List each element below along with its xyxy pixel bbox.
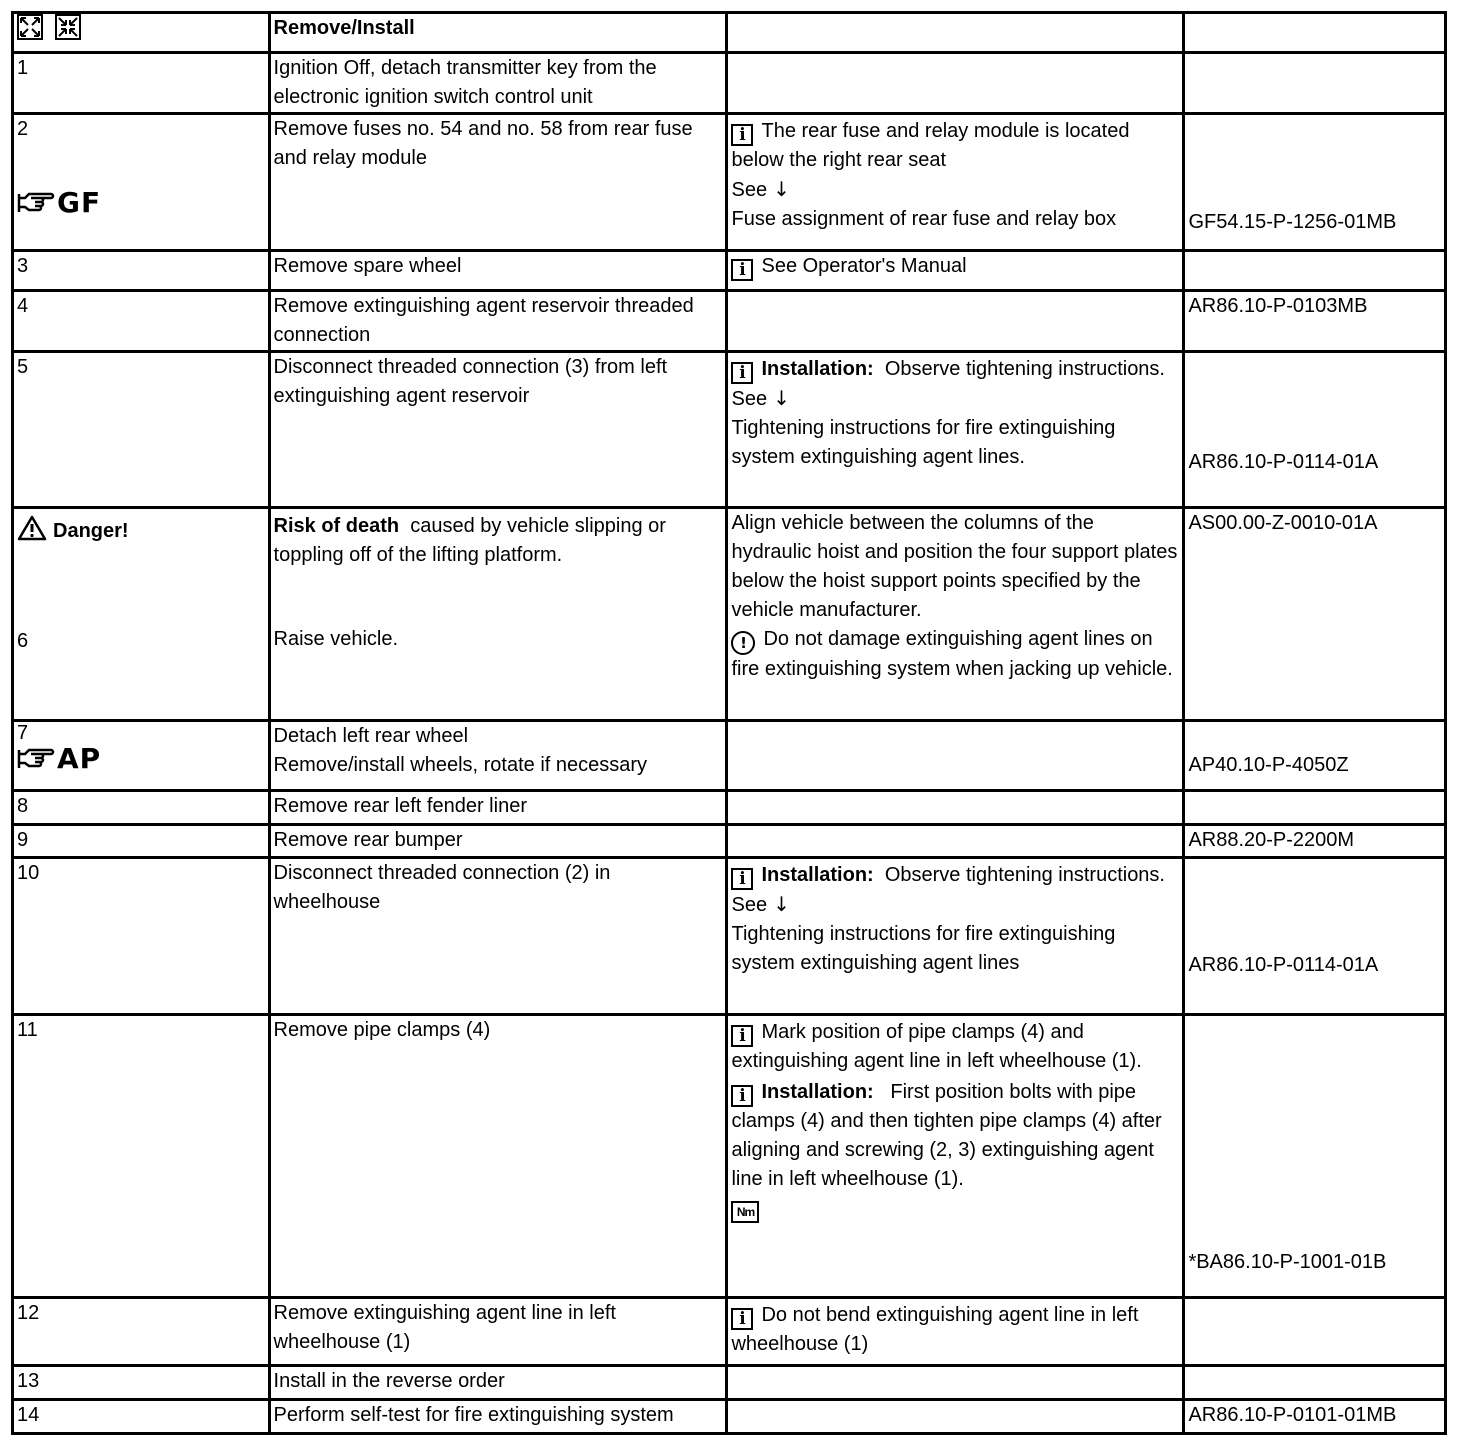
header-empty-3 — [727, 13, 1184, 53]
notice-icon: ! — [731, 631, 755, 655]
doc-reference-link[interactable]: AR86.10-P-0114-01A — [1188, 954, 1379, 977]
note-text: Mark position of pipe clamps (4) and extinguishing agent line in left wheelhouse (1). — [731, 1020, 1142, 1072]
doc-reference-link[interactable]: AR86.10-P-0114-01A — [1188, 450, 1379, 473]
step-text: Disconnect threaded connection (3) from left extinguishing agent reservoir — [269, 351, 727, 507]
step-row-3 — [13, 250, 1446, 290]
header-empty-4 — [1184, 13, 1446, 53]
down-arrow-icon: ↓ — [773, 385, 790, 410]
step-row-5 — [13, 351, 1446, 507]
tightening-instructions-link[interactable]: Tightening instructions for fire extinguishing system extinguishing agent lines. — [731, 416, 1116, 468]
see-label: See — [731, 387, 768, 410]
step-row-13 — [13, 1365, 1446, 1399]
note-cell — [727, 858, 1184, 1014]
note-cell — [727, 250, 1184, 290]
doc-cell — [1184, 858, 1446, 1014]
warning-triangle-icon — [17, 515, 47, 541]
step-row-4 — [13, 290, 1446, 351]
note-cell — [727, 1399, 1184, 1433]
step-text: Remove rear left fender liner — [269, 791, 727, 825]
info-icon: i — [731, 1085, 753, 1107]
note-text: The rear fuse and relay module is located below the right rear seat — [731, 120, 1130, 172]
step-number: 10 — [13, 858, 270, 1014]
danger-text-cell — [269, 508, 727, 721]
note-cell — [727, 720, 1184, 790]
step-text: Disconnect threaded connection (2) in wheelhouse — [269, 858, 727, 1014]
header-icons-cell — [13, 13, 270, 53]
fuse-assignment-link[interactable]: Fuse assignment of rear fuse and relay box — [731, 208, 1117, 231]
info-icon: i — [731, 1025, 753, 1047]
danger-title: Risk of death — [273, 515, 400, 538]
doc-cell — [1184, 114, 1446, 250]
step-number: 14 — [13, 1399, 270, 1433]
note-cell — [727, 791, 1184, 825]
step-number: 5 — [13, 351, 270, 507]
collapse-view-icon[interactable] — [55, 14, 81, 40]
step-number-cell — [13, 720, 270, 790]
step-text: Remove pipe clamps (4) — [269, 1014, 727, 1297]
step-number: 2 — [17, 118, 29, 141]
doc-reference-link[interactable]: AP40.10-P-4050Z — [1188, 753, 1349, 776]
tightening-instructions-link[interactable]: Tightening instructions for fire extinguishing system extinguishing agent lines — [731, 923, 1116, 975]
doc-reference-link[interactable]: AS00.00-Z-0010-01A — [1184, 508, 1446, 721]
gf-reference-label: GF — [57, 186, 102, 220]
installation-label: Installation: — [761, 1080, 874, 1103]
note-text: Observe tightening instructions. — [884, 357, 1165, 380]
doc-reference-link[interactable]: AR86.10-P-0103MB — [1184, 290, 1446, 351]
procedure-table — [11, 11, 1447, 1435]
step-row-11 — [13, 1014, 1446, 1297]
step-text: Remove extinguishing agent reservoir threaded connection — [269, 290, 727, 351]
step-number: 6 — [17, 630, 29, 653]
torque-icon[interactable]: Nm — [731, 1201, 759, 1223]
doc-cell — [1184, 250, 1446, 290]
doc-cell — [1184, 1365, 1446, 1399]
step-text: Detach left rear wheel — [273, 724, 469, 747]
note-text: First position bolts with pipe clamps (4) and then tighten pipe clamps (4) after aligning and screwing (2, 3) extinguishing agent line in left wheelhouse (1). — [731, 1080, 1162, 1190]
pointing-hand-icon — [17, 190, 57, 216]
doc-reference-link[interactable]: AR86.10-P-0101-01MB — [1184, 1399, 1446, 1433]
doc-reference-link[interactable]: GF54.15-P-1256-01MB — [1188, 211, 1397, 234]
step-row-2 — [13, 114, 1446, 250]
down-arrow-icon: ↓ — [773, 177, 790, 202]
step-text: Perform self-test for fire extinguishing system — [269, 1399, 727, 1433]
doc-cell — [1184, 351, 1446, 507]
note-cell — [727, 825, 1184, 858]
down-arrow-icon: ↓ — [773, 892, 790, 917]
step-row-1 — [13, 53, 1446, 114]
step-number: 4 — [13, 290, 270, 351]
ap-reference[interactable] — [17, 741, 265, 777]
installation-label: Installation: — [761, 864, 874, 887]
step-number-cell — [13, 114, 270, 250]
step-text: Remove extinguishing agent line in left wheelhouse (1) — [269, 1297, 727, 1365]
step-text: Raise vehicle. — [273, 628, 399, 651]
step-number: 1 — [13, 53, 270, 114]
note-cell — [727, 114, 1184, 250]
note-cell — [727, 1365, 1184, 1399]
info-icon: i — [731, 124, 753, 146]
note-text: Do not bend extinguishing agent line in left wheelhouse (1) — [731, 1303, 1139, 1355]
note-text: Observe tightening instructions. — [884, 864, 1165, 887]
step-text: Ignition Off, detach transmitter key from the electronic ignition switch control unit — [269, 53, 727, 114]
note-text: See Operator's Manual — [761, 254, 967, 277]
danger-step-row-6 — [13, 508, 1446, 721]
step-number: 11 — [13, 1014, 270, 1297]
step-number: 3 — [13, 250, 270, 290]
danger-measure-text: Align vehicle between the columns of the hydraulic hoist and position the four support plates below the hoist support points specified by the vehicle manufacturer. — [731, 512, 1178, 622]
note-cell — [727, 53, 1184, 114]
ap-reference-label: AP — [57, 741, 102, 775]
expand-view-icon[interactable] — [17, 14, 43, 40]
info-icon: i — [731, 868, 753, 890]
note-text: Do not damage extinguishing agent lines on fire extinguishing system when jacking up vehicle. — [731, 628, 1173, 681]
see-label: See — [731, 894, 768, 917]
danger-text: caused by vehicle slipping or toppling off of the lifting platform. — [273, 515, 666, 567]
doc-reference-link[interactable]: AR88.20-P-2200M — [1184, 825, 1446, 858]
step-text: Remove spare wheel — [269, 250, 727, 290]
note-cell — [727, 290, 1184, 351]
pointing-hand-icon — [17, 746, 57, 772]
step-subtext-link[interactable]: Remove/install wheels, rotate if necessary — [273, 753, 648, 776]
note-cell — [727, 1014, 1184, 1297]
info-icon: i — [731, 362, 753, 384]
installation-label: Installation: — [761, 357, 874, 380]
danger-cell — [13, 508, 270, 721]
doc-cell — [1184, 1297, 1446, 1365]
step-row-8 — [13, 791, 1446, 825]
danger-label: Danger! — [53, 520, 129, 543]
step-row-7 — [13, 720, 1446, 790]
step-number: 13 — [13, 1365, 270, 1399]
step-text-cell — [269, 720, 727, 790]
note-cell — [727, 351, 1184, 507]
doc-cell — [1184, 791, 1446, 825]
step-text: Remove fuses no. 54 and no. 58 from rear fuse and relay module — [269, 114, 727, 250]
step-row-14 — [13, 1399, 1446, 1433]
step-number: 8 — [13, 791, 270, 825]
step-text: Remove rear bumper — [269, 825, 727, 858]
note-cell — [727, 1297, 1184, 1365]
header-row — [13, 13, 1446, 53]
step-number: 12 — [13, 1297, 270, 1365]
note-cell — [727, 508, 1184, 721]
step-text: Install in the reverse order — [269, 1365, 727, 1399]
step-number: 7 — [17, 721, 29, 744]
info-icon: i — [731, 1308, 753, 1330]
step-row-10 — [13, 858, 1446, 1014]
step-row-12 — [13, 1297, 1446, 1365]
doc-cell — [1184, 720, 1446, 790]
gf-reference[interactable] — [17, 188, 265, 221]
header-title: Remove/Install — [269, 13, 727, 53]
step-row-9 — [13, 825, 1446, 858]
see-label: See — [731, 179, 768, 202]
doc-reference-link[interactable]: *BA86.10-P-1001-01B — [1188, 1250, 1387, 1273]
step-number: 9 — [13, 825, 270, 858]
info-icon: i — [731, 259, 753, 281]
doc-cell — [1184, 1014, 1446, 1297]
doc-cell — [1184, 53, 1446, 114]
